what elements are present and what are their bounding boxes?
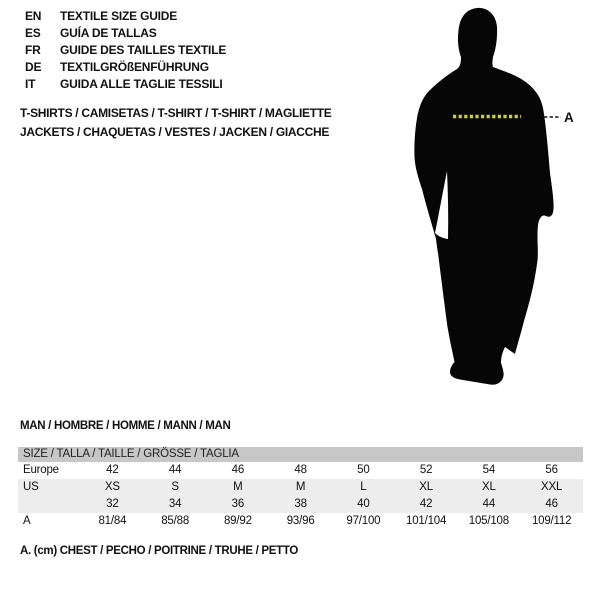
table-cell: 40 bbox=[357, 498, 370, 510]
table-cell: 32 bbox=[106, 498, 119, 510]
table-cell: 54 bbox=[482, 464, 496, 476]
table-cell: XS bbox=[104, 481, 120, 493]
language-row bbox=[25, 42, 226, 59]
table-cell: M bbox=[233, 481, 243, 493]
table-cell: M bbox=[295, 481, 306, 493]
language-row bbox=[25, 76, 226, 93]
table-cell: 48 bbox=[294, 464, 307, 476]
language-label: TEXTILGRÖßENFÜHRUNG bbox=[60, 60, 209, 74]
man-figure bbox=[405, 5, 575, 395]
table-cell: XXL bbox=[541, 481, 563, 493]
table-cell: 42 bbox=[106, 464, 119, 476]
language-row bbox=[25, 59, 226, 76]
table-cell: 109/112 bbox=[531, 515, 572, 527]
table-cell: 85/88 bbox=[161, 515, 190, 527]
measurement-footnote: A. (cm) CHEST / PECHO / POITRINE / TRUHE / PETTO bbox=[20, 545, 299, 557]
language-code: ES bbox=[25, 26, 41, 40]
table-cell: 44 bbox=[482, 498, 496, 510]
language-label: GUÍA DE TALLAS bbox=[60, 26, 157, 40]
language-label: TEXTILE SIZE GUIDE bbox=[60, 9, 178, 23]
table-cell: 46 bbox=[545, 498, 558, 510]
table-cell: 93/96 bbox=[286, 515, 315, 527]
table-cell: XL bbox=[419, 481, 433, 493]
table-row-europe bbox=[18, 462, 583, 479]
category-tshirts: T-SHIRTS / CAMISETAS / T-SHIRT / T-SHIRT / MAGLIETTE bbox=[20, 106, 332, 120]
table-cell: 52 bbox=[419, 464, 433, 476]
table-cell: 44 bbox=[168, 464, 182, 476]
language-label: GUIDA ALLE TAGLIE TESSILI bbox=[60, 77, 223, 91]
man-silhouette-graphic bbox=[405, 5, 575, 395]
language-row bbox=[25, 8, 226, 25]
table-cell: 34 bbox=[168, 498, 182, 510]
row-label bbox=[18, 496, 81, 513]
table-row-numeric bbox=[18, 496, 583, 513]
table-cell: 89/92 bbox=[223, 515, 252, 527]
man-silhouette bbox=[414, 8, 553, 385]
row-label: US bbox=[23, 481, 39, 493]
row-label: A bbox=[23, 515, 31, 527]
language-code: IT bbox=[25, 77, 36, 91]
category-jackets: JACKETS / CHAQUETAS / VESTES / JACKEN / GIACCHE bbox=[20, 124, 330, 139]
size-table bbox=[18, 447, 583, 530]
measure-a-label: A bbox=[564, 110, 574, 125]
garment-categories bbox=[20, 104, 332, 141]
table-cell: 101/104 bbox=[406, 515, 447, 527]
language-list bbox=[25, 8, 226, 93]
size-table-header: SIZE / TALLA / TAILLE / GRÖSSE / TAGLIA bbox=[18, 447, 583, 462]
table-cell: 46 bbox=[231, 464, 245, 476]
table-cell: 36 bbox=[231, 498, 245, 510]
table-cell: 56 bbox=[545, 464, 558, 476]
language-code: EN bbox=[25, 9, 42, 23]
table-cell: 81/84 bbox=[98, 515, 127, 527]
table-cell: 50 bbox=[357, 464, 370, 476]
language-code: FR bbox=[25, 43, 41, 57]
table-cell: L bbox=[360, 481, 367, 493]
table-cell: 38 bbox=[294, 498, 307, 510]
row-label: Europe bbox=[23, 464, 59, 476]
table-row-us bbox=[18, 479, 583, 496]
table-row-chest-a bbox=[18, 513, 583, 530]
language-code: DE bbox=[25, 60, 42, 74]
table-cell: S bbox=[171, 481, 179, 493]
table-cell: XL bbox=[482, 481, 496, 493]
section-title-man: MAN / HOMBRE / HOMME / MANN / MAN bbox=[20, 420, 231, 432]
table-cell: 105/108 bbox=[468, 515, 509, 527]
table-cell: 42 bbox=[419, 498, 433, 510]
table-cell: 97/100 bbox=[346, 515, 381, 527]
language-label: GUIDE DES TAILLES TEXTILE bbox=[60, 43, 227, 57]
language-row bbox=[25, 25, 226, 42]
